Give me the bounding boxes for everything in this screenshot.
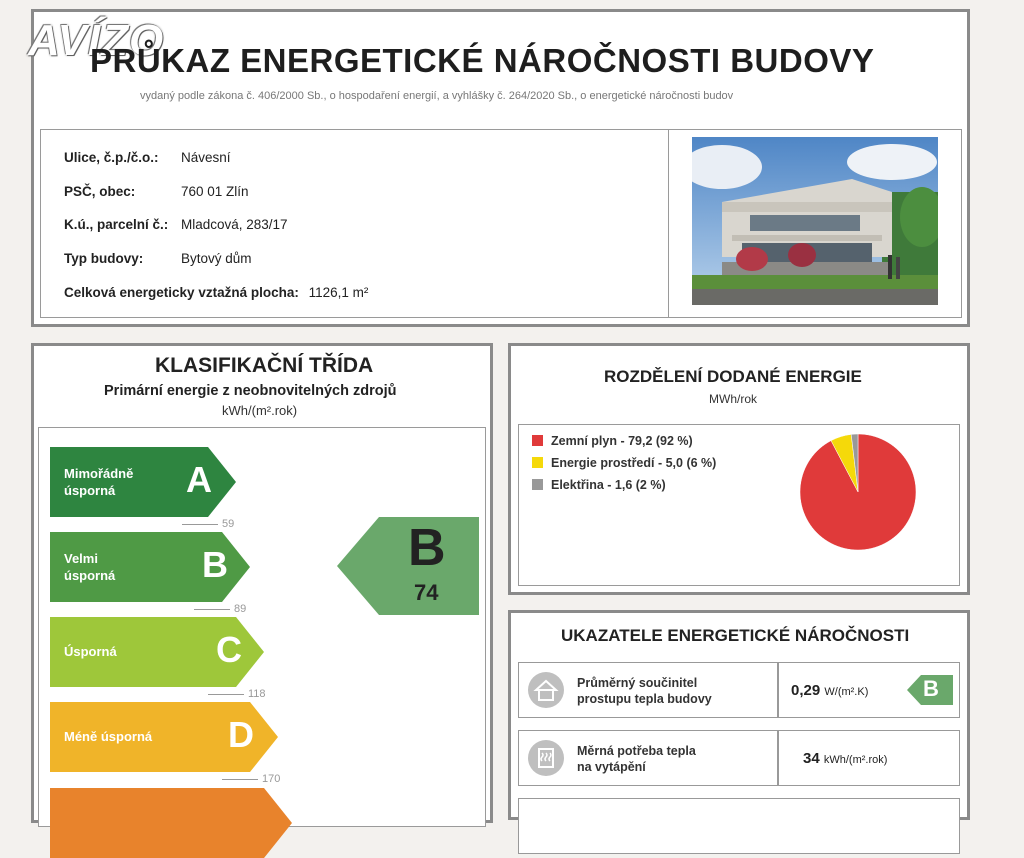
band-a-label-1: Mimořádně: [64, 466, 134, 481]
threshold-89: 89: [234, 603, 247, 615]
energy-split-unit: MWh/rok: [709, 392, 757, 406]
indicator-2-value: 34: [803, 750, 820, 767]
cadastre-value: Mladcová, 283/17: [181, 217, 288, 232]
result-class-letter: B: [408, 519, 446, 577]
indicator-row-heating-demand: [518, 730, 960, 786]
area-value: 1126,1 m²: [308, 285, 369, 300]
avizo-watermark-logo: AVÍZO: [28, 16, 165, 65]
indicator-2-label-2: na vytápění: [577, 760, 646, 774]
classification-unit: kWh/(m².rok): [222, 403, 298, 418]
indicator-2-unit: kWh/(m².rok): [823, 754, 888, 766]
band-d-label: Méně úsporná: [64, 729, 153, 744]
indicator-1-unit: W/(m².K): [824, 686, 869, 698]
threshold-59: 59: [222, 518, 235, 530]
postal-value: 760 01 Zlín: [181, 184, 249, 199]
indicator-1-divider: [777, 663, 779, 717]
postal-label: PSČ, obec:: [64, 184, 136, 199]
band-d-letter: D: [228, 714, 254, 755]
postal-row: [64, 184, 249, 199]
page-title: PRŮKAZ ENERGETICKÉ NÁROČNOSTI BUDOVY: [90, 42, 875, 79]
band-c-label: Úsporná: [64, 644, 117, 659]
classification-subtitle: Primární energie z neobnovitelných zdrojů: [104, 383, 397, 399]
cadastre-label: K.ú., parcelní č.:: [64, 217, 169, 232]
legend-swatch-ambient: [532, 457, 543, 468]
street-label: Ulice, č.p./č.o.:: [64, 150, 159, 165]
energy-pie-chart: [798, 432, 918, 552]
class-band-d: [50, 702, 278, 772]
threshold-170: 170: [262, 773, 281, 785]
threshold-line-59: [182, 524, 218, 525]
indicator-1-label-1: Průměrný součinitel: [577, 676, 698, 690]
indicator-1-label-2: prostupu tepla budovy: [577, 692, 712, 706]
cadastre-row: [64, 217, 288, 232]
threshold-118: 118: [248, 688, 266, 700]
class-band-a: [50, 447, 236, 517]
indicator-1-class: B: [923, 676, 939, 701]
legend-item-gas: [532, 434, 693, 448]
band-c-letter: C: [216, 629, 242, 670]
result-class-value: 74: [414, 580, 439, 605]
energy-split-title: ROZDĚLENÍ DODANÉ ENERGIE: [604, 367, 862, 386]
indicator-1-value: 0,29: [791, 682, 821, 699]
legend-label-electricity: Elektřina - 1,6 (2 %): [551, 478, 666, 492]
indicator-row-heat-transfer: [518, 662, 960, 718]
building-type-value: Bytový dům: [181, 251, 252, 266]
threshold-line-89: [194, 609, 230, 610]
class-band-c: [50, 617, 264, 687]
street-row: [64, 150, 231, 165]
building-type-label: Typ budovy:: [64, 251, 144, 266]
legend-item-electricity: [532, 478, 666, 492]
band-a-letter: A: [186, 459, 212, 500]
band-b-letter: B: [202, 544, 228, 585]
threshold-line-170: [222, 779, 258, 780]
classification-title: KLASIFIKAČNÍ TŘÍDA: [155, 354, 374, 377]
band-a-label-2: úsporná: [64, 483, 116, 498]
class-band-e: [50, 788, 292, 858]
legend-label-gas: Zemní plyn - 79,2 (92 %): [551, 434, 693, 448]
legend-swatch-gas: [532, 435, 543, 446]
legend-item-ambient: [532, 456, 716, 470]
band-b-label-1: Velmi: [64, 551, 98, 566]
indicators-title: UKAZATELE ENERGETICKÉ NÁROČNOSTI: [561, 626, 910, 645]
page-subtitle: vydaný podle zákona č. 406/2000 Sb., o hospodaření energií, a vyhlášky č. 264/2020 Sb., o energetické náročnosti budov: [140, 90, 734, 102]
building-photo: [692, 137, 938, 305]
house-icon: [527, 671, 565, 709]
heating-icon: [527, 739, 565, 777]
area-row: [64, 285, 368, 300]
indicator-row-partial: [518, 798, 960, 854]
band-e-arrow-shape: [50, 788, 292, 858]
class-band-b: [50, 532, 250, 602]
threshold-line-118: [208, 694, 244, 695]
indicator-2-divider: [777, 731, 779, 785]
indicator-2-label-1: Měrná potřeba tepla: [577, 744, 696, 758]
building-type-row: [64, 251, 252, 266]
area-label: Celková energeticky vztažná plocha:: [64, 285, 299, 300]
street-value: Návesní: [181, 150, 231, 165]
legend-label-ambient: Energie prostředí - 5,0 (6 %): [551, 456, 717, 470]
legend-swatch-electricity: [532, 479, 543, 490]
band-b-label-2: úsporná: [64, 568, 116, 583]
